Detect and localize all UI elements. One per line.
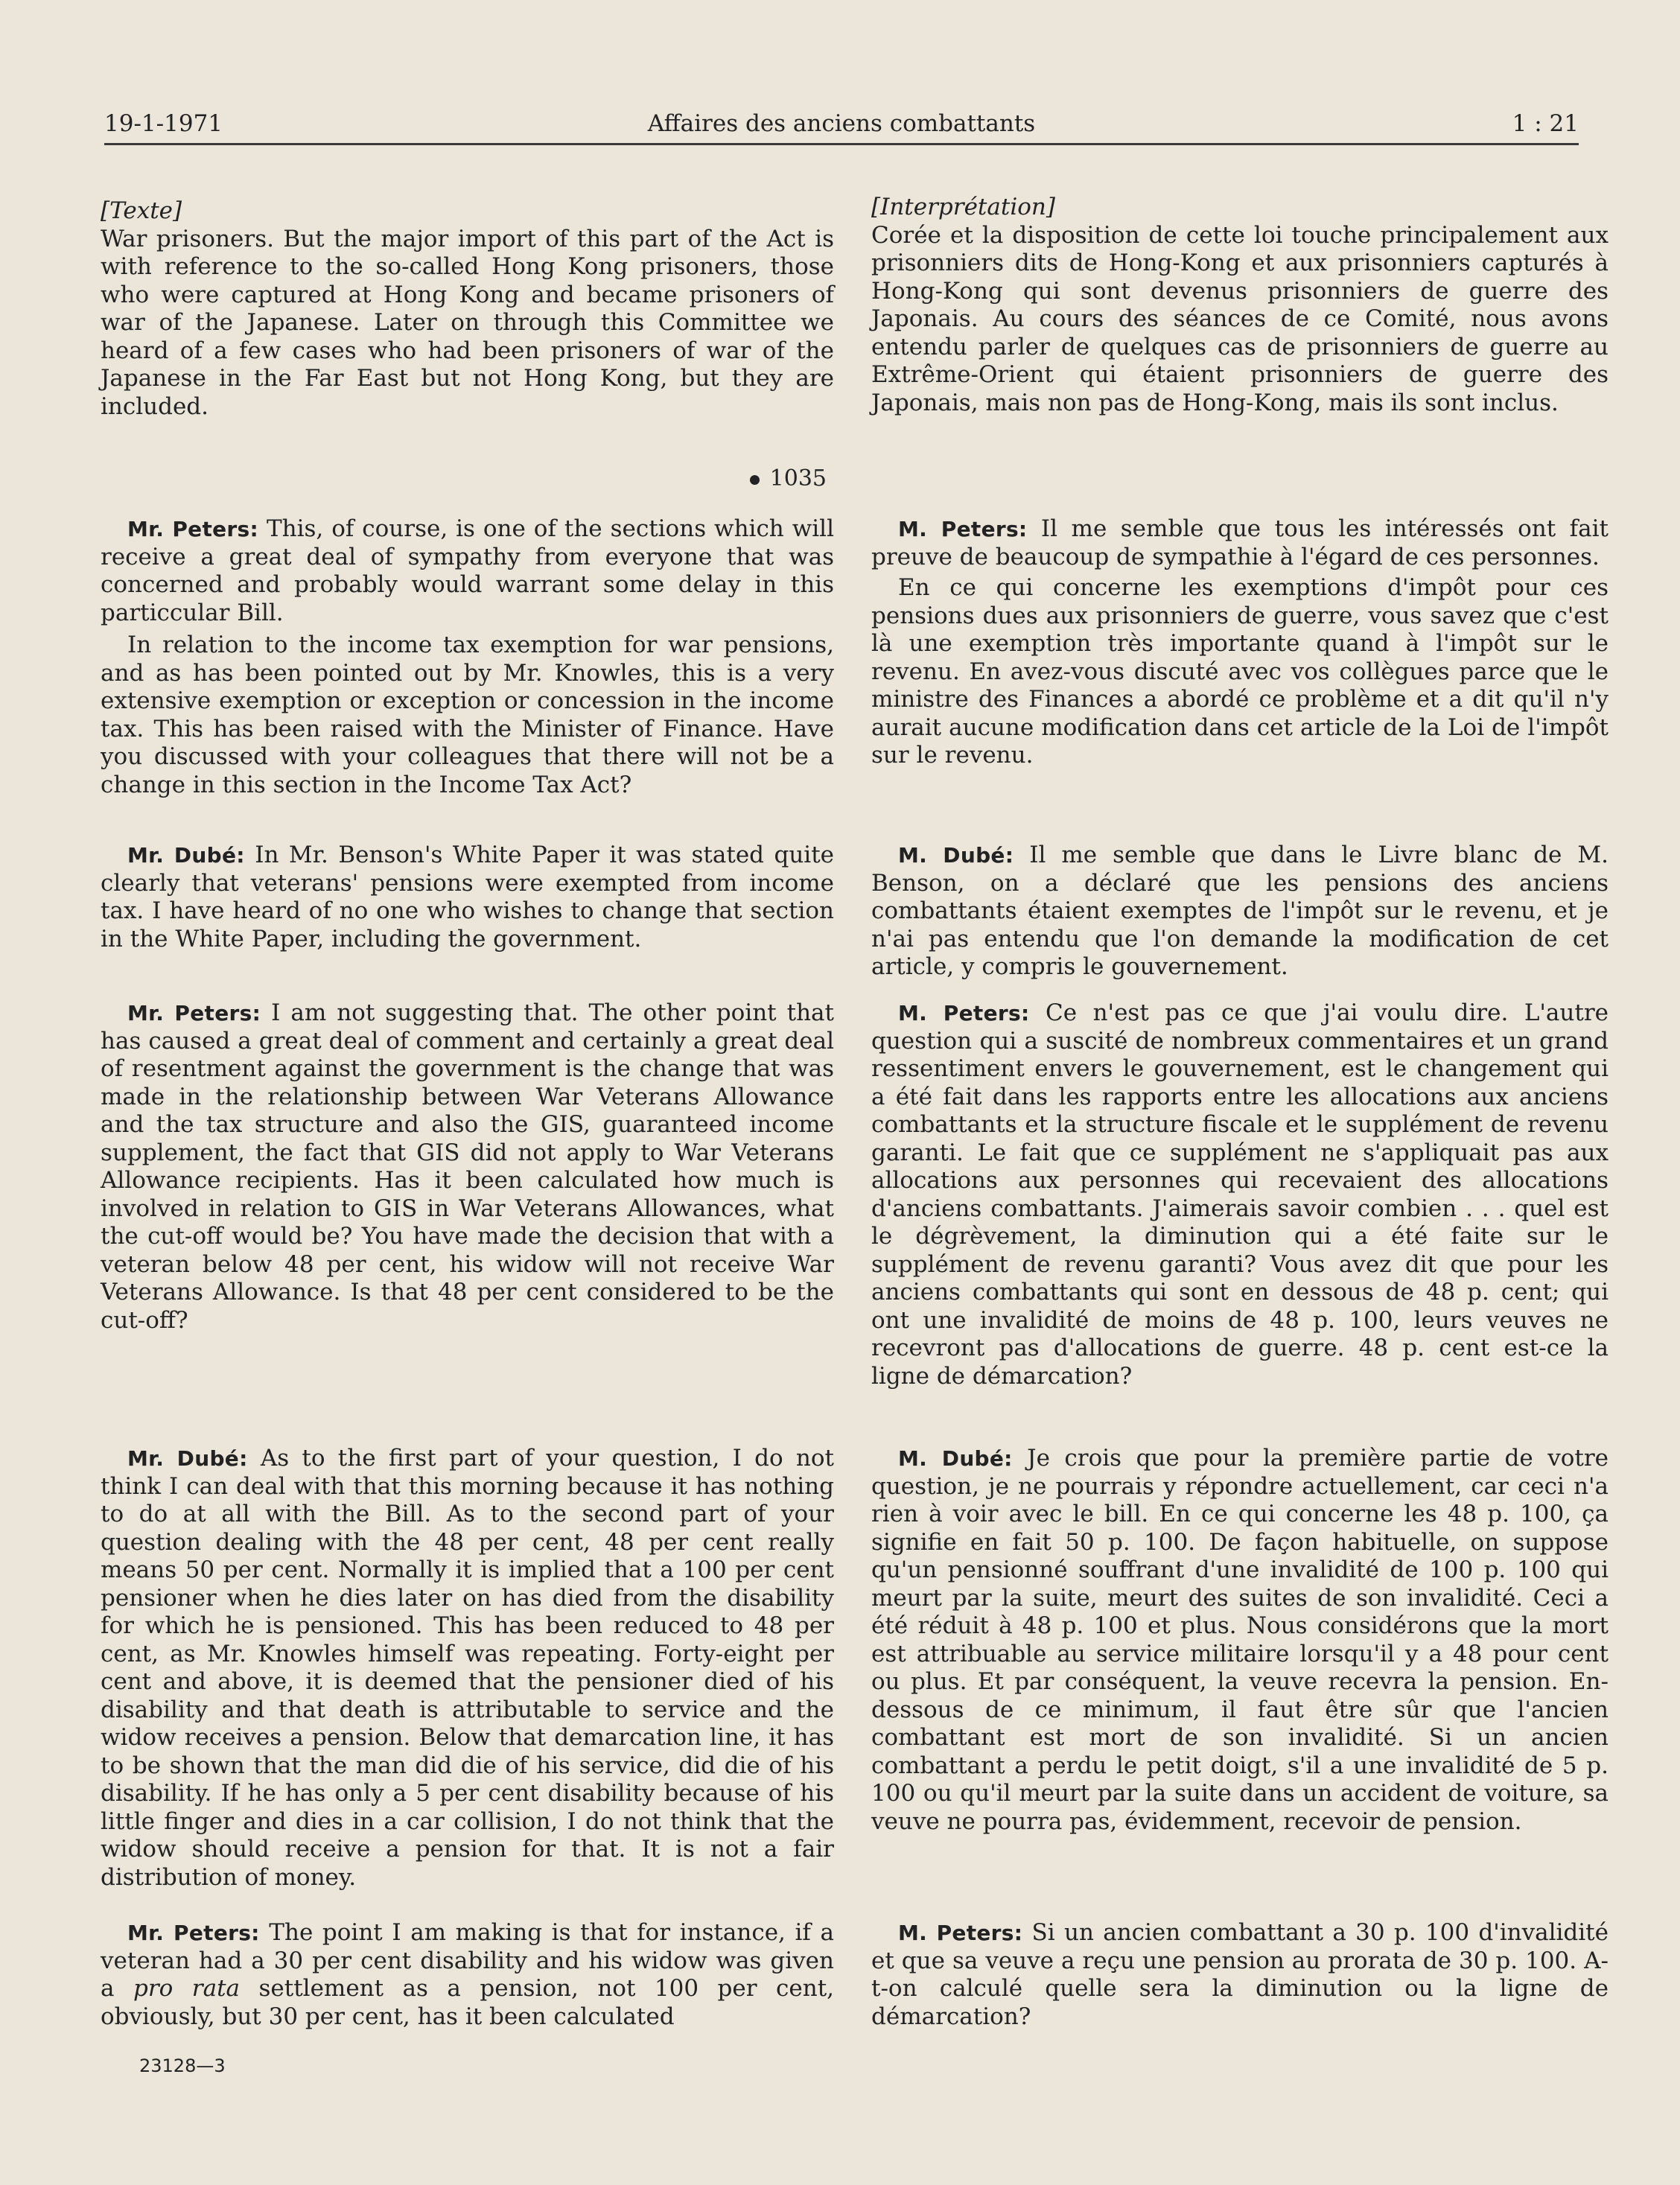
speech-italic: pro rata: [133, 1975, 241, 2002]
text-label: [Texte]: [101, 197, 182, 224]
speaker-name: M. Dubé:: [898, 843, 1014, 868]
english-paragraph: [101, 999, 834, 1335]
running-header: [104, 104, 1579, 145]
english-intro-paragraph: War prisoners. But the major import of this part of the Act is with reference to the so-called Hong Kong prisoners, those who were captured at Hong Kong and became prisoners of war of the Japanese. Later on through this Committee we heard of a few cases who had been prisoners of war of the Japanese in the Far East but not Hong Kong, but they are included.: [101, 225, 834, 420]
french-paragraph: [871, 842, 1609, 982]
time-marker-label: 1035: [769, 465, 827, 492]
speech-text: As to the first part of your question, I do not think I can deal with that this morning because it has nothing to do at all with the Bill. As to the second part of your question dealing with the 48 per cent, 48 per cent really means 50 per cent. Normally it is implied that a 100 per cent pensioner when he dies later on has died from the disability for which he is pensioned. This has been reduced to 48 per cent, as Mr. Knowles himself was repeating. Forty-eight per cent and above, it is deemed that the pensioner died of his disability and that death is attributable to service and the widow receives a pension. Below that demarcation line, it has to be shown that the man did die of his service, did die of his disability. If he has only a 5 per cent disability because of his little finger and dies in a car collision, I do not think that the widow should receive a pension for that. It is not a fair distribution of money.: [101, 1445, 835, 1891]
french-paragraph: En ce qui concerne les exemptions d'impôt pour ces pensions dues aux prisonniers de guerre, vous savez que c'est là une exemption très importante quand à l'impôt sur le revenu. En avez-vous discuté avec vos collègues parce que le ministre des Finances a abordé ce problème et a dit qu'il n'y aurait aucune modification dans cet article de la Loi de l'impôt sur le revenu.: [871, 574, 1609, 769]
speech-text: Il me semble que dans le Livre blanc de M. Benson, on a déclaré que les pensions des anciens combattants étaient exemptes de l'impôt sur le revenu, et je n'ai pas entendu que l'on demande la modification de cet article, y compris le gouvernement.: [871, 842, 1609, 980]
french-exchange-5: [871, 1919, 1609, 2031]
time-marker: [750, 465, 827, 492]
english-exchange-5: [101, 1919, 834, 2031]
french-exchange-1: [871, 515, 1609, 770]
english-exchange-4: [101, 1445, 834, 1892]
speaker-name: M. Peters:: [898, 1001, 1030, 1025]
french-paragraph: [871, 515, 1609, 571]
speaker-name: Mr. Peters:: [127, 517, 259, 541]
english-exchange-3: [101, 999, 834, 1335]
speaker-name: M. Peters:: [898, 517, 1028, 541]
header-title: Affaires des anciens combattants: [647, 110, 1036, 137]
speech-text: In Mr. Benson's White Paper it was stated quite clearly that veterans' pensions were exempted from income tax. I have heard of no one who wishes to change that section in the White Paper, including the government.: [101, 842, 834, 952]
speaker-name: Mr. Dubé:: [127, 843, 245, 868]
french-exchange-4: [871, 1445, 1609, 1836]
english-exchange-2: [101, 842, 834, 953]
speech-text: Si un ancien combattant a 30 p. 100 d'invalidité et que sa veuve a reçu une pension au prorata de 30 p. 100. A-t-on calculé quelle sera la diminution ou la ligne de démarcation?: [871, 1919, 1609, 2030]
header-page-ref: 1 : 21: [1512, 110, 1579, 137]
english-paragraph: In relation to the income tax exemption for war pensions, and as has been pointed out by Mr. Knowles, this is a very extensive exemption or exception or concession in the income tax. This has been raised with the Minister of Finance. Have you discussed with your colleagues that there will not be a change in this section in the Income Tax Act?: [101, 632, 834, 798]
interpretation-label: [Interprétation]: [871, 194, 1055, 220]
speaker-name: M. Peters:: [898, 1921, 1023, 1945]
bullet-icon: [750, 475, 760, 485]
french-paragraph: [871, 1445, 1609, 1836]
french-paragraph: [871, 1919, 1609, 2031]
speech-text: Ce n'est pas ce que j'ai voulu dire. L'autre question qui a suscité de nombreux commentaires et un grand ressentiment envers le gouvernement, est le changement qui a été fait dans les rapports entre les allocations aux anciens combattants et la structure fiscale et le supplément de revenu garanti. Le fait que ce supplément ne s'appliquait pas aux allocations aux personnes qui recevaient des allocations d'anciens combattants. J'aimerais savoir combien . . . quel est le dégrèvement, la diminution qui a été faite sur le supplément de revenu garanti? Vous avez dit que pour les anciens combattants qui sont en dessous de 48 p. cent; qui ont une invalidité de moins de 48 p. 100, leurs veuves ne recevront pas d'allocations de guerre. 48 p. cent est-ce la ligne de démarcation?: [871, 999, 1609, 1390]
speech-text: I am not suggesting that. The other point that has caused a great deal of comment and certainly a great deal of resentment against the government is the change that was made in the relationship between War Veterans Allowance and the tax structure and also the GIS, guaranteed income supplement, the fact that GIS did not apply to War Veterans Allowance recipients. Has it been calculated how much is involved in relation to GIS in War Veterans Allowances, what the cut-off would be? You have made the decision that with a veteran below 48 per cent, his widow will not receive War Veterans Allowance. Is that 48 per cent considered to be the cut-off?: [101, 999, 834, 1334]
french-exchange-3: [871, 999, 1609, 1390]
french-intro-block: [871, 194, 1609, 417]
french-paragraph: [871, 999, 1609, 1390]
english-paragraph: [101, 1445, 834, 1892]
speaker-name: Mr. Peters:: [127, 1001, 261, 1025]
speech-text: The point I am making is that for instance, if a veteran had a 30 per cent disability and his widow was given a: [101, 1919, 834, 2002]
speech-text: Il me semble que tous les intéressés ont fait preuve de beaucoup de sympathie à l'égard de ces personnes.: [871, 515, 1609, 570]
french-exchange-2: [871, 842, 1609, 982]
footer-signature: 23128—3: [139, 2055, 226, 2076]
speech-text: Je crois que pour la première partie de votre question, je ne pourrais y répondre actuellement, car ceci n'a rien à voir avec le bill. En ce qui concerne les 48 p. 100, ça signifie en fait 50 p. 100. De façon habituelle, on suppose qu'un pensionné souffrant d'une invalidité de 100 p. 100 qui meurt par la suite, meurt des suites de son invalidité. Ceci a été réduit à 48 p. 100 et plus. Nous considérons que la mort est attribuable au service militaire lorsqu'il y a 48 pour cent ou plus. Et par conséquent, la veuve recevra la pension. En-dessous de ce minimum, il faut être sûr que l'ancien combattant est mort de son invalidité. Si un ancien combattant a perdu le petit doigt, s'il a une invalidité de 5 p. 100 ou qu'il meurt par la suite dans un accident de voiture, sa veuve ne pourra pas, évidemment, recevoir de pension.: [871, 1445, 1609, 1835]
speech-text: settlement as a pension, not 100 per cent, obviously, but 30 per cent, has it been calculated: [101, 1975, 834, 2030]
header-date: 19-1-1971: [104, 110, 223, 137]
english-intro-block: [101, 197, 834, 421]
english-paragraph: [101, 515, 834, 627]
french-intro-paragraph: Corée et la disposition de cette loi touche principalement aux prisonniers dits de Hong-Kong et aux prisonniers capturés à Hong-Kong qui sont devenus prisonniers de guerre des Japonais. Au cours des séances de ce Comité, nous avons entendu parler de quelques cas de prisonniers de guerre au Extrême-Orient qui étaient prisonniers de guerre des Japonais, mais non pas de Hong-Kong, mais ils sont inclus.: [871, 221, 1609, 416]
english-paragraph: [101, 842, 834, 953]
english-paragraph: [101, 1919, 834, 2031]
english-exchange-1: [101, 515, 834, 799]
speech-text: This, of course, is one of the sections which will receive a great deal of sympathy from everyone that was concerned and probably would warrant some delay in this particcular Bill.: [101, 515, 834, 626]
speaker-name: M. Dubé:: [898, 1446, 1013, 1471]
speaker-name: Mr. Peters:: [127, 1921, 260, 1945]
speaker-name: Mr. Dubé:: [127, 1446, 248, 1471]
